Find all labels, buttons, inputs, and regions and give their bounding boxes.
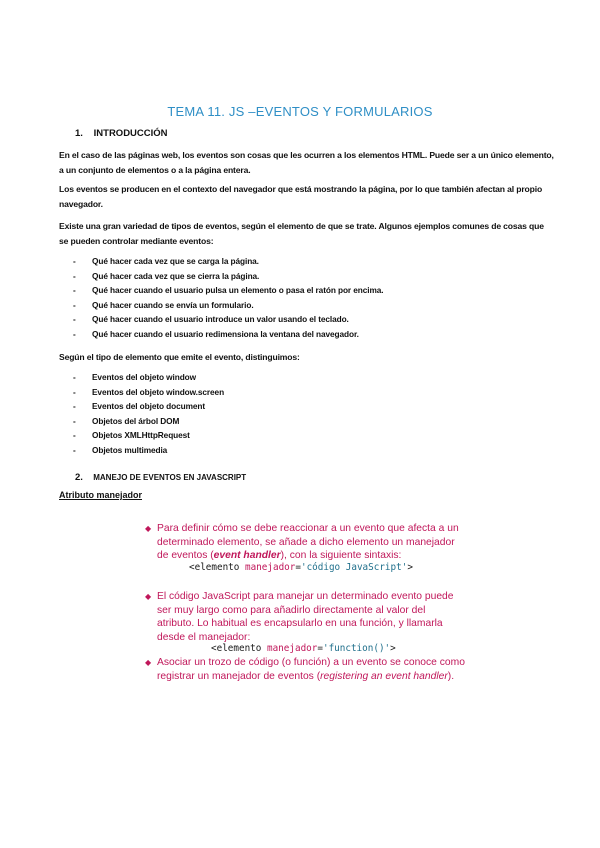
intro-paragraph-1: En el caso de las páginas web, los eventos son cosas que les ocurren a los elementos HTML. Puede ser a un único elemento, a un conjunto de elementos o a la página entera. bbox=[59, 150, 554, 175]
event-sources-list bbox=[73, 370, 224, 458]
distinguish-paragraph: Según el tipo de elemento que emite el evento, distinguimos: bbox=[59, 352, 300, 362]
list-item: - Eventos del objeto window bbox=[73, 372, 196, 382]
figure-item: ◆ Para definir cómo se debe reaccionar a un evento que afecta a un determinado elemento, se añade a dicho elemento un manejador de eventos (event handler), con la siguiente sintaxis: bbox=[145, 523, 459, 562]
subheading-handler-attribute: Atributo manejador bbox=[59, 490, 143, 500]
handler-figure bbox=[145, 516, 465, 701]
list-item: - Qué hacer cuando se envía un formulario. bbox=[73, 299, 254, 310]
intro-paragraph-3: Existe una gran variedad de tipos de eventos, según el elemento de que se trate. Algunos ejemplos comunes de cosas que se pueden controlar mediante eventos: bbox=[59, 221, 544, 246]
examples-list bbox=[73, 254, 383, 342]
section-heading-introduction bbox=[75, 128, 168, 139]
code-snippet-handler: <elemento manejador='código JavaScript'> bbox=[189, 562, 413, 573]
section-title: MANEJO DE EVENTOS EN JAVASCRIPT bbox=[93, 473, 247, 482]
diamond-bullet-icon: ◆ bbox=[145, 658, 152, 667]
list-item: - Objetos XMLHttpRequest bbox=[73, 430, 190, 441]
list-item: - Qué hacer cada vez que se carga la página. bbox=[73, 256, 259, 266]
list-item: - Objetos del árbol DOM bbox=[73, 415, 180, 426]
list-item: - Qué hacer cuando el usuario pulsa un elemento o pasa el ratón por encima. bbox=[73, 285, 384, 296]
list-item: - Qué hacer cada vez que se cierra la página. bbox=[73, 270, 260, 281]
figure-item: ◆ El código JavaScript para manejar un determinado evento puede ser muy largo como para añadirlo directamente al valor del atributo. Lo habitual es encapsularlo en una función, y llamarla desde el manejador: bbox=[145, 591, 454, 643]
section-heading-event-handling bbox=[75, 472, 246, 483]
list-item: - Eventos del objeto document bbox=[73, 401, 206, 412]
list-item: - Qué hacer cuando el usuario redimensiona la ventana del navegador. bbox=[73, 328, 359, 339]
document-title: TEMA 11. JS –EVENTOS Y FORMULARIOS bbox=[167, 104, 433, 119]
diamond-bullet-icon: ◆ bbox=[145, 592, 152, 601]
diamond-bullet-icon: ◆ bbox=[145, 524, 152, 533]
list-item: - Eventos del objeto window.screen bbox=[73, 386, 225, 397]
code-snippet-function: <elemento manejador='function()'> bbox=[211, 643, 396, 654]
section-title: INTRODUCCIÓN bbox=[93, 128, 168, 139]
list-item: - Objetos multimedia bbox=[73, 444, 168, 455]
figure-item: ◆ Asociar un trozo de código (o función) a un evento se conoce como registrar un manejador de eventos (registering an event handler). bbox=[145, 657, 465, 682]
list-item: - Qué hacer cuando el usuario introduce un valor usando el teclado. bbox=[73, 314, 349, 325]
section-number: 2. bbox=[75, 472, 83, 483]
intro-paragraph-2: Los eventos se producen en el contexto del navegador que está mostrando la página, por lo que también afectan al propio navegador. bbox=[59, 184, 543, 209]
section-number: 1. bbox=[75, 128, 83, 139]
